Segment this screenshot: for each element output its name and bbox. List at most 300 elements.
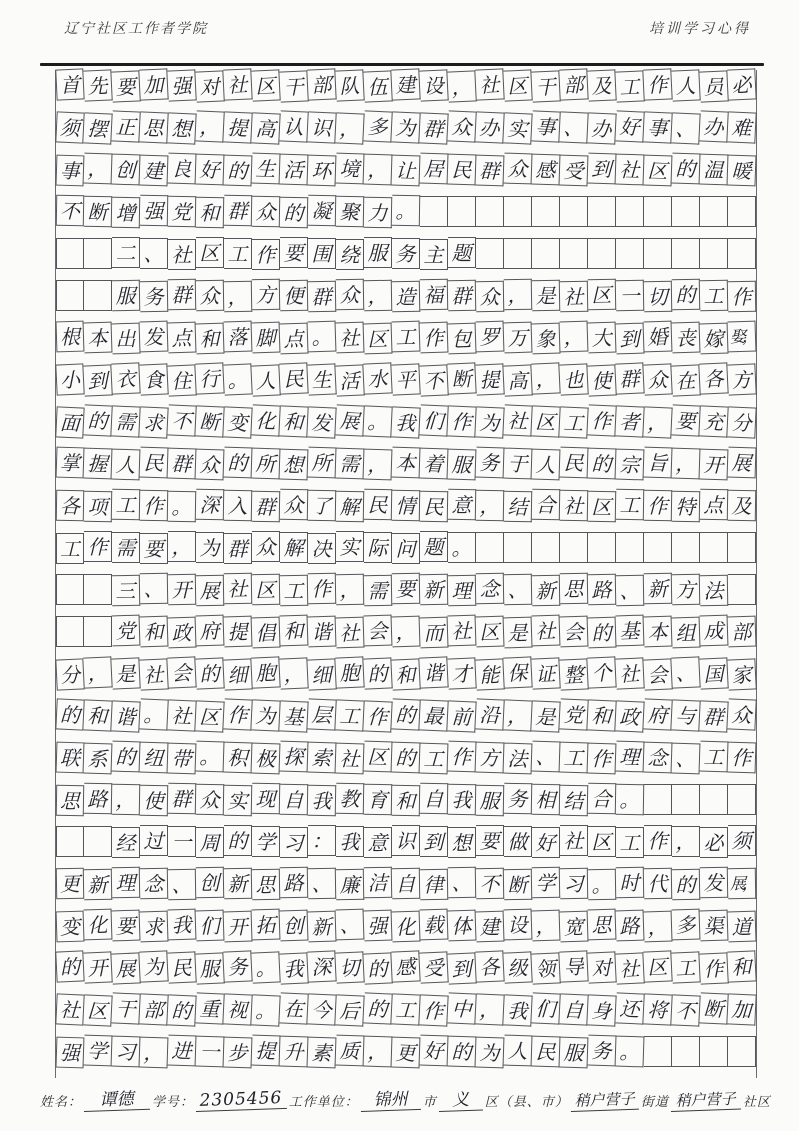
char-cell: 的: [391, 698, 420, 730]
char-cell: 证: [531, 657, 560, 689]
char-cell: 本: [392, 447, 421, 479]
char-cell: 方: [727, 363, 756, 395]
char-cell: 洁: [364, 867, 392, 898]
char-cell: 群: [475, 155, 504, 187]
char-cell: 万: [504, 322, 533, 354]
char-cell: 设: [503, 909, 532, 941]
char-cell: [476, 532, 504, 563]
char-cell: 受: [419, 951, 448, 983]
char-cell: 工: [419, 743, 448, 775]
char-cell: 食: [139, 363, 168, 395]
char-cell: 特: [672, 491, 700, 522]
char-cell: [728, 238, 756, 269]
char-cell: 方: [252, 279, 280, 310]
char-cell: 事: [55, 155, 84, 187]
manuscript-row: [56, 154, 756, 185]
char-cell: 习: [112, 1036, 141, 1068]
char-cell: 群: [252, 491, 280, 522]
char-cell: 也: [559, 363, 588, 395]
char-cell: 众: [196, 784, 224, 815]
char-cell: 是: [111, 657, 140, 689]
char-cell: 众: [447, 110, 476, 142]
char-cell: 展，: [728, 868, 756, 899]
char-cell: ，: [336, 574, 364, 605]
char-cell: 良: [168, 153, 197, 185]
char-cell: 思: [560, 573, 588, 604]
char-cell: 的: [224, 447, 253, 479]
char-cell: ，: [84, 153, 113, 185]
char-cell: 众: [196, 280, 224, 311]
char-cell: 务: [588, 1035, 617, 1067]
char-cell: ：: [308, 825, 336, 856]
community-suffix-label: 社区: [742, 1094, 771, 1109]
char-cell: 新: [308, 911, 337, 943]
char-cell: 会: [560, 616, 589, 648]
header-school-title: 辽宁社区工作者学院: [64, 22, 208, 37]
char-cell: 理: [448, 575, 476, 606]
char-cell: 。: [392, 195, 420, 226]
char-cell: 的: [672, 279, 700, 310]
char-cell: 区: [476, 616, 505, 648]
char-cell: [420, 196, 448, 227]
manuscript-row: [56, 280, 756, 311]
char-cell: [84, 826, 112, 857]
char-cell: 部: [307, 68, 336, 100]
char-cell: 思: [56, 785, 84, 816]
char-cell: 学: [252, 826, 280, 857]
char-cell: 和: [140, 616, 169, 648]
manuscript-row: [56, 406, 756, 437]
manuscript-row: [56, 826, 756, 857]
char-cell: 们: [531, 992, 560, 1024]
char-cell: 代: [644, 868, 672, 899]
char-cell: [476, 238, 504, 269]
char-cell: 。: [616, 784, 644, 815]
char-cell: 社: [336, 617, 365, 649]
char-cell: [504, 238, 532, 269]
char-cell: 作: [419, 994, 448, 1026]
char-cell: 行: [195, 362, 224, 394]
student-id-value: 2305456: [195, 1088, 286, 1112]
char-cell: [588, 196, 616, 227]
char-cell: 的: [280, 197, 308, 228]
char-cell: 要: [392, 573, 420, 604]
char-cell: 各: [56, 490, 84, 521]
char-cell: 前: [447, 700, 476, 732]
char-cell: 深: [307, 950, 336, 982]
char-cell: 务: [140, 281, 168, 312]
char-cell: 意: [448, 489, 476, 520]
char-cell: 级: [503, 951, 532, 983]
char-cell: 需: [112, 532, 140, 563]
char-cell: 住: [167, 364, 196, 396]
char-cell: 活: [280, 154, 309, 186]
char-cell: [616, 238, 644, 269]
char-cell: ，: [503, 699, 532, 731]
char-cell: 的: [55, 698, 84, 730]
char-cell: 二: [112, 237, 140, 268]
char-cell: 为: [391, 111, 420, 143]
char-cell: [672, 532, 700, 563]
char-cell: 作: [252, 239, 280, 270]
char-cell: 强: [55, 1037, 84, 1069]
char-cell: 党: [559, 698, 588, 730]
char-cell: 是: [531, 700, 560, 732]
char-cell: 队: [335, 69, 364, 101]
work-unit-label: 工作单位：: [288, 1094, 359, 1109]
char-cell: 群: [419, 112, 448, 144]
char-cell: 作: [587, 743, 616, 775]
char-cell: 深: [196, 489, 224, 520]
char-cell: 合: [532, 489, 560, 520]
char-cell: 新: [224, 868, 252, 899]
char-cell: 区: [588, 826, 616, 857]
char-cell: 须: [55, 111, 84, 143]
char-cell: ，: [531, 362, 560, 394]
district-value: 义: [438, 1084, 483, 1112]
char-cell: 理: [616, 741, 645, 773]
char-cell: 服: [364, 237, 392, 268]
char-cell: 需: [336, 448, 365, 480]
char-cell: 作: [140, 490, 168, 521]
char-cell: 为: [475, 1037, 504, 1069]
char-cell: 到: [616, 323, 645, 355]
char-cell: 婚: [643, 321, 672, 353]
char-cell: 生: [252, 153, 281, 185]
char-cell: 断: [699, 992, 728, 1024]
manuscript-row: [56, 700, 756, 731]
char-cell: 开: [83, 951, 112, 983]
char-cell: 好: [196, 154, 225, 186]
char-cell: [448, 196, 476, 227]
char-cell: 点: [168, 322, 197, 354]
char-cell: 建: [476, 911, 505, 943]
char-cell: 使: [140, 785, 168, 816]
char-cell: 人: [531, 449, 560, 481]
char-cell: 群: [224, 195, 252, 226]
char-cell: 提: [223, 111, 252, 143]
char-cell: 才: [447, 657, 476, 689]
char-cell: 、: [559, 111, 588, 143]
char-cell: 导: [559, 950, 588, 982]
footer-form: [38, 1086, 778, 1112]
char-cell: 。: [448, 532, 476, 563]
char-cell: 。: [139, 698, 168, 730]
char-cell: 谐: [419, 656, 448, 688]
manuscript-grid: [55, 70, 757, 1078]
char-cell: 能: [475, 658, 504, 690]
char-cell: 服: [447, 449, 476, 481]
char-cell: 社: [615, 952, 644, 984]
char-cell: 胞: [251, 656, 280, 688]
char-cell: 工: [335, 699, 364, 731]
char-cell: 需: [364, 575, 392, 606]
char-cell: 各: [475, 950, 504, 982]
char-cell: [700, 532, 728, 563]
char-cell: 和: [196, 197, 224, 228]
char-cell: 个: [587, 656, 616, 688]
char-cell: 作: [644, 490, 672, 521]
city-suffix-label: 市: [422, 1094, 437, 1109]
char-cell: 民: [364, 489, 392, 520]
char-cell: 化: [83, 909, 112, 941]
char-cell: [56, 616, 84, 647]
char-cell: 还: [615, 992, 644, 1024]
char-cell: 升: [280, 1036, 309, 1068]
char-cell: 工: [280, 575, 308, 606]
char-cell: 道: [728, 911, 757, 943]
char-cell: 作: [308, 573, 336, 604]
char-cell: 我: [336, 826, 364, 857]
char-cell: 温: [700, 154, 729, 186]
char-cell: 办: [475, 111, 504, 143]
char-cell: 包: [448, 323, 477, 355]
char-cell: 作: [420, 322, 449, 354]
char-cell: 展: [111, 952, 140, 984]
char-cell: 、: [168, 869, 196, 900]
char-cell: 社: [531, 615, 560, 647]
char-cell: 一: [196, 1036, 225, 1068]
char-cell: [560, 532, 588, 563]
char-cell: 自: [280, 784, 308, 815]
char-cell: [672, 238, 700, 269]
char-cell: 识: [307, 111, 336, 143]
char-cell: 会: [167, 656, 196, 688]
char-cell: 展: [335, 404, 364, 436]
char-cell: 众: [504, 153, 533, 185]
char-cell: 区: [364, 323, 393, 355]
char-cell: 纽: [140, 742, 169, 774]
char-cell: 新: [644, 573, 672, 604]
char-cell: [560, 196, 588, 227]
char-cell: ，: [504, 279, 532, 310]
char-cell: [616, 196, 644, 227]
char-cell: 设: [419, 69, 448, 101]
char-cell: 细: [307, 658, 336, 690]
char-cell: 工: [560, 742, 589, 774]
char-cell: [56, 574, 84, 605]
char-cell: 而: [420, 617, 449, 649]
char-cell: 力: [364, 197, 392, 228]
char-cell: [504, 196, 532, 227]
char-cell: 党: [111, 615, 140, 647]
char-cell: 国: [699, 657, 728, 689]
char-cell: 路: [280, 867, 308, 898]
char-cell: 人: [504, 1035, 533, 1067]
char-cell: 社: [224, 573, 252, 604]
char-cell: 强: [364, 910, 393, 942]
char-cell: ，: [83, 656, 112, 688]
char-cell: 群: [308, 281, 336, 312]
char-cell: 先: [83, 69, 112, 101]
char-cell: 群: [168, 448, 197, 480]
char-cell: 工: [391, 321, 420, 353]
char-cell: ，: [363, 449, 392, 481]
char-cell: 区: [251, 69, 280, 101]
char-cell: 的: [363, 992, 392, 1024]
char-cell: 做: [504, 826, 532, 857]
char-cell: 及: [728, 490, 756, 521]
char-cell: 思: [139, 111, 168, 143]
char-cell: 作: [699, 952, 728, 984]
char-cell: 感: [532, 154, 561, 186]
char-cell: 使: [587, 364, 616, 396]
char-cell: 工: [616, 489, 644, 520]
char-cell: 与: [671, 699, 700, 731]
char-cell: 区: [195, 700, 224, 732]
char-cell: 素: [307, 1037, 336, 1069]
char-cell: 群: [168, 279, 196, 310]
char-cell: [644, 238, 672, 269]
char-cell: 新: [84, 869, 112, 900]
char-cell: 际: [364, 532, 392, 563]
char-cell: [700, 784, 728, 815]
char-cell: 工: [224, 238, 252, 269]
district-suffix-label: 区（县、市）: [484, 1094, 569, 1109]
char-cell: [672, 784, 700, 815]
char-cell: 社: [615, 657, 644, 689]
char-cell: 创: [112, 154, 141, 186]
char-cell: 在: [671, 364, 700, 396]
char-cell: 工: [700, 741, 729, 773]
char-cell: 探: [280, 741, 309, 773]
char-cell: 群: [699, 700, 728, 732]
char-cell: 群: [224, 533, 252, 564]
char-cell: 要: [140, 533, 168, 564]
char-cell: 到: [588, 153, 617, 185]
char-cell: 务: [476, 447, 505, 479]
char-cell: 事: [643, 111, 672, 143]
manuscript-row: [56, 364, 756, 395]
char-cell: 府: [195, 615, 224, 647]
char-cell: 生: [307, 363, 336, 395]
char-cell: 会: [643, 658, 672, 690]
char-cell: [644, 196, 672, 227]
char-cell: 人: [671, 69, 700, 101]
char-cell: 干: [531, 70, 560, 102]
char-cell: 民: [420, 491, 448, 522]
manuscript-row: [56, 448, 756, 479]
char-cell: 社: [503, 404, 532, 436]
char-cell: ，: [643, 406, 672, 438]
char-cell: 落: [223, 321, 252, 353]
char-cell: [700, 238, 728, 269]
char-cell: [532, 238, 560, 269]
char-cell: [56, 826, 84, 857]
char-cell: 习: [560, 868, 588, 899]
char-cell: 建: [391, 68, 420, 100]
char-cell: 带: [167, 743, 196, 775]
char-cell: 区: [364, 741, 393, 773]
char-cell: 发: [700, 867, 728, 898]
char-cell: 一: [616, 280, 644, 311]
char-cell: 作: [728, 281, 756, 312]
char-cell: 项: [84, 491, 112, 522]
char-cell: 社: [475, 68, 504, 100]
char-cell: 整: [559, 658, 588, 690]
char-cell: 、: [448, 867, 476, 898]
char-cell: 周: [196, 827, 224, 858]
char-cell: 。: [223, 363, 252, 395]
char-cell: 对: [195, 70, 224, 102]
char-cell: 、: [532, 741, 561, 773]
char-cell: 党: [168, 196, 196, 227]
char-cell: 作: [728, 742, 757, 774]
char-cell: 众: [280, 489, 308, 520]
char-cell: 的: [224, 825, 252, 856]
char-cell: ，: [168, 531, 196, 562]
char-cell: 暖: [727, 155, 756, 187]
char-cell: 今: [307, 993, 336, 1025]
char-cell: 工: [56, 533, 84, 564]
char-cell: 和: [279, 615, 308, 647]
char-cell: 工: [559, 406, 588, 438]
char-cell: 人: [251, 364, 280, 396]
char-cell: 正: [111, 110, 140, 142]
char-cell: 方: [476, 742, 505, 774]
char-cell: 是: [504, 617, 533, 649]
char-cell: 社: [223, 68, 252, 100]
char-cell: ，: [279, 657, 308, 689]
char-cell: 保: [503, 656, 532, 688]
char-cell: 点: [280, 323, 309, 355]
char-cell: 出: [112, 323, 141, 355]
char-cell: 众: [195, 449, 224, 481]
char-cell: 联: [56, 742, 85, 774]
char-cell: 区: [503, 69, 532, 101]
char-cell: 让: [391, 155, 420, 187]
char-cell: 务: [223, 950, 252, 982]
char-cell: 象: [532, 323, 561, 355]
char-cell: 极: [251, 743, 280, 775]
char-cell: 不: [476, 868, 504, 899]
char-cell: 作: [447, 405, 476, 437]
char-cell: 意: [364, 827, 392, 858]
char-cell: 经: [112, 827, 140, 858]
char-cell: 不: [671, 994, 700, 1026]
char-cell: 不: [167, 404, 196, 436]
char-cell: 解: [280, 532, 308, 563]
char-cell: 念: [644, 742, 673, 774]
manuscript-row: [56, 616, 756, 647]
char-cell: 。: [307, 321, 336, 353]
char-cell: 政: [168, 617, 197, 649]
char-cell: 了: [308, 490, 336, 521]
char-cell: 开: [699, 449, 728, 481]
char-cell: ，: [672, 448, 701, 480]
char-cell: 要: [280, 237, 308, 268]
char-cell: 社: [560, 281, 588, 312]
char-cell: 高: [251, 112, 280, 144]
char-cell: 身: [587, 994, 616, 1026]
char-cell: [84, 280, 112, 311]
char-cell: 要: [476, 825, 504, 856]
manuscript-row: [56, 658, 756, 689]
char-cell: 想: [448, 827, 476, 858]
char-cell: 提: [252, 1035, 281, 1067]
char-cell: 办: [587, 112, 616, 144]
char-cell: 水: [363, 362, 392, 394]
char-cell: 分: [55, 658, 84, 690]
char-cell: 于: [504, 448, 533, 480]
name-value: 谭德: [83, 1084, 150, 1112]
char-cell: 和: [587, 699, 616, 731]
char-cell: 想: [279, 449, 308, 481]
char-cell: 作: [223, 698, 252, 730]
char-cell: 展: [728, 447, 757, 479]
char-cell: [56, 280, 84, 311]
char-cell: 路: [588, 574, 616, 605]
